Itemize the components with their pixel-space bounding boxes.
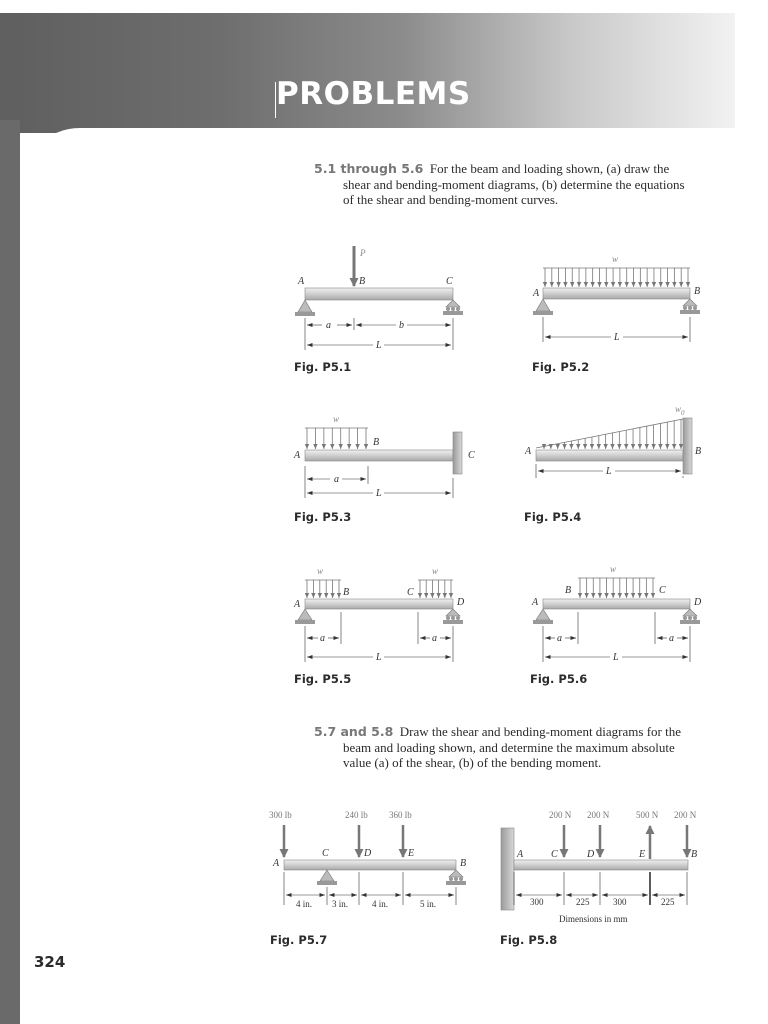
- dim-label-a-right: a: [432, 633, 437, 644]
- beam: [543, 599, 690, 609]
- point-label-C: C: [322, 848, 329, 859]
- fig-p5-8-caption: Fig. P5.8: [500, 933, 558, 947]
- load-label-200N: 200 N: [674, 810, 697, 820]
- fig-p5-4-caption: Fig. P5.4: [524, 510, 582, 524]
- beam: [284, 860, 456, 870]
- point-label-B: B: [373, 437, 380, 448]
- fig-p5-5: [293, 566, 465, 663]
- point-label-D: D: [364, 848, 372, 859]
- fig-p5-2: [532, 254, 700, 343]
- point-label-A: A: [517, 849, 524, 860]
- problem-text-line2: beam and loading shown, and determine the maximum absolute: [343, 739, 675, 755]
- dim-label-L: L: [613, 652, 619, 663]
- fixed-wall: [683, 418, 692, 474]
- distributed-load-arrows: [307, 428, 366, 449]
- fig-p5-3: [293, 414, 475, 499]
- roller-support-icon: [446, 300, 460, 307]
- dim-label: 300: [530, 897, 544, 907]
- load-label-w: w: [333, 414, 340, 424]
- pin-support-icon: [536, 299, 550, 311]
- dim-label-a-left: a: [320, 633, 325, 644]
- point-label-A: A: [294, 599, 301, 610]
- page-number: 324: [34, 953, 66, 971]
- point-label-B: B: [460, 858, 467, 869]
- dim-label: 3 in.: [332, 899, 349, 909]
- roller-support-icon: [683, 299, 697, 306]
- dim-label-a-right: a: [669, 633, 674, 644]
- load-label-P: P: [360, 248, 366, 258]
- dim-label-L: L: [614, 332, 620, 343]
- load-label-w: w: [612, 254, 619, 264]
- roller-support-icon: [446, 609, 460, 616]
- beam: [305, 288, 453, 300]
- triangular-load-arrows: [544, 419, 681, 449]
- load-label-500N: 500 N: [636, 810, 659, 820]
- load-label-360lb: 360 lb: [389, 810, 412, 820]
- load-label-w: w: [610, 564, 617, 574]
- problem-text-line1: Draw the shear and bending-moment diagrams for the: [399, 724, 681, 739]
- load-label-200N: 200 N: [587, 810, 610, 820]
- dimensions-note: Dimensions in mm: [559, 914, 628, 924]
- fig-p5-6-caption: Fig. P5.6: [530, 672, 588, 686]
- distributed-load-arrows: [307, 580, 451, 598]
- dim-label-L: L: [606, 466, 612, 477]
- problem-text-line3: value (a) of the shear, (b) of the bending moment.: [343, 755, 602, 770]
- roller-support-icon: [449, 870, 463, 877]
- dim-label-a: a: [334, 474, 339, 485]
- point-label-B: B: [343, 587, 350, 598]
- point-label-A: A: [525, 446, 532, 457]
- point-label-B: B: [691, 849, 698, 860]
- dim-label-L: L: [376, 488, 382, 499]
- point-label-B: B: [694, 286, 701, 297]
- point-label-D: D: [694, 597, 702, 608]
- point-label-A: A: [273, 858, 280, 869]
- dim-label-b: b: [399, 320, 404, 331]
- fig-p5-2-caption: Fig. P5.2: [532, 360, 590, 374]
- dim-label: 4 in.: [372, 899, 389, 909]
- fig-p5-3-caption: Fig. P5.3: [294, 510, 352, 524]
- dim-label: 225: [661, 897, 675, 907]
- beam: [536, 450, 683, 461]
- point-label-C: C: [446, 276, 453, 287]
- fig-p5-1-caption: Fig. P5.1: [294, 360, 352, 374]
- load-label-240lb: 240 lb: [345, 810, 368, 820]
- fixed-wall: [453, 432, 462, 474]
- point-label-B: B: [565, 585, 572, 596]
- fig-p5-4: [524, 404, 701, 478]
- pin-support-icon: [298, 300, 312, 312]
- distributed-load-arrows: [545, 268, 688, 287]
- dim-label: 225: [576, 897, 590, 907]
- problem-text-line1: For the beam and loading shown, (a) draw the: [429, 161, 670, 176]
- load-label-300lb: 300 lb: [269, 810, 292, 820]
- fixed-wall: [501, 828, 514, 910]
- dim-label: 5 in.: [420, 899, 437, 909]
- point-label-B: B: [695, 446, 702, 457]
- section-heading: PROBLEMS: [276, 76, 471, 112]
- beam: [305, 599, 453, 609]
- point-label-D: D: [457, 597, 465, 608]
- beam: [543, 288, 690, 299]
- point-label-C: C: [659, 585, 666, 596]
- beam: [514, 860, 688, 870]
- point-label-E: E: [408, 848, 415, 859]
- point-label-C: C: [551, 849, 558, 860]
- dim-label: 300: [613, 897, 627, 907]
- point-label-A: A: [533, 288, 540, 299]
- load-label-w-right: w: [432, 566, 439, 576]
- fig-p5-7-caption: Fig. P5.7: [270, 933, 328, 947]
- problem-number: 5.1 through 5.6: [314, 161, 424, 176]
- problem-number: 5.7 and 5.8: [314, 724, 394, 739]
- load-label-200N: 200 N: [549, 810, 572, 820]
- load-label-w-left: w: [317, 566, 324, 576]
- roller-support-icon: [683, 609, 697, 616]
- dim-label-a-left: a: [557, 633, 562, 644]
- point-label-D: D: [587, 849, 595, 860]
- fig-p5-1: [295, 246, 463, 351]
- fig-p5-5-caption: Fig. P5.5: [294, 672, 352, 686]
- problem-text-line3: of the shear and bending-moment curves.: [343, 192, 559, 207]
- load-label-w0: $w_0$: [675, 404, 685, 417]
- point-label-C: C: [407, 587, 414, 598]
- problem-text-line2: shear and bending-moment diagrams, (b) determine the equations: [343, 176, 685, 192]
- point-label-E: E: [639, 849, 646, 860]
- fig-p5-7: [269, 810, 466, 909]
- point-label-A: A: [532, 597, 539, 608]
- pin-support-icon: [298, 609, 312, 620]
- point-label-A: A: [298, 276, 305, 287]
- fig-p5-6: [531, 564, 702, 663]
- distributed-load-arrows: [580, 578, 653, 598]
- fig-p5-8: [501, 810, 697, 924]
- point-label-C: C: [468, 450, 475, 461]
- beam: [305, 450, 453, 461]
- pin-support-icon: [320, 870, 334, 881]
- pin-support-icon: [536, 609, 550, 620]
- point-label-B: B: [359, 276, 366, 287]
- ground-hatch: [295, 312, 315, 316]
- point-label-A: A: [294, 450, 301, 461]
- dim-label-L: L: [376, 652, 382, 663]
- dim-label: 4 in.: [296, 899, 313, 909]
- dim-label-a: a: [326, 320, 331, 331]
- dim-label-L: L: [376, 340, 382, 351]
